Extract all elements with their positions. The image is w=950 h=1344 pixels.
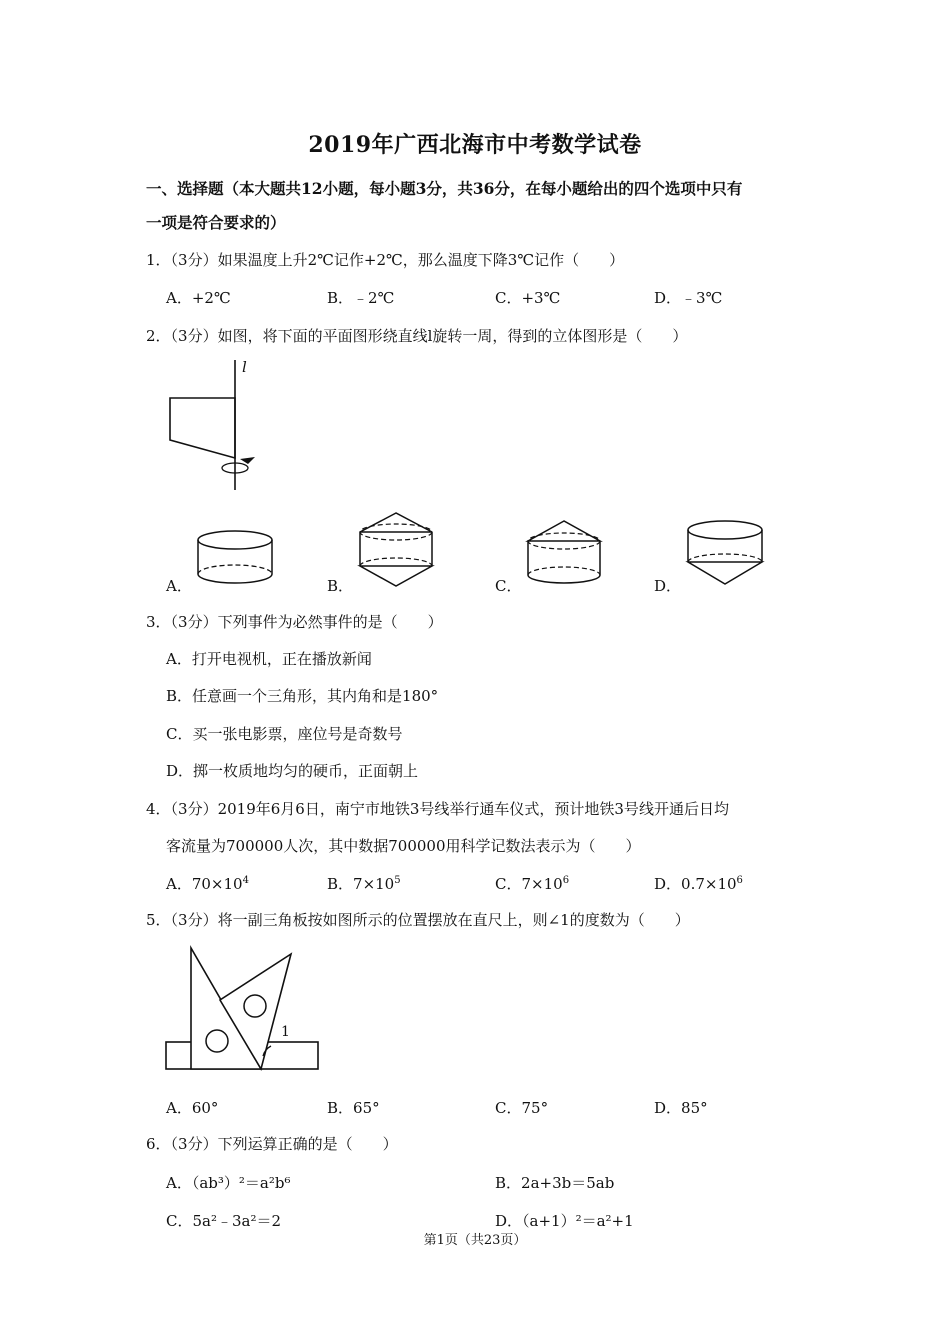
rotation-axis-label: l <box>242 358 247 376</box>
option-label: A． <box>166 875 192 893</box>
option-exponent: 4 <box>242 875 249 886</box>
question-3-option-a: A．打开电视机，正在播放新闻 <box>166 650 372 668</box>
question-1-option-c: C．+3℃ <box>495 289 561 307</box>
question-4-option-b <box>327 873 401 894</box>
option-label: C． <box>495 875 522 893</box>
question-1-option-b: B．﹣2℃ <box>327 289 395 307</box>
question-2-figure <box>160 360 270 495</box>
option-base: 0.7×10 <box>681 875 737 893</box>
question-6-option-c: C．5a²﹣3a²＝2 <box>166 1212 282 1230</box>
question-5-option-d: D．85° <box>654 1099 708 1117</box>
option-base: 70×10 <box>191 875 243 893</box>
question-4-stem-line1: 4．（3分）2019年6月6日，南宁市地铁3号线举行通车仪式，预计地铁3号线开通后日均 <box>146 800 729 818</box>
question-1-stem: 1．（3分）如果温度上升2℃记作+2℃，那么温度下降3℃记作（ ） <box>146 251 625 269</box>
question-4-stem-line2: 客流量为700000人次，其中数据700000用科学记数法表示为（ ） <box>166 837 641 855</box>
question-6-option-a: A．（ab³）²＝a²b⁶ <box>166 1174 291 1192</box>
section-heading-line1: 一、选择题（本大题共12小题，每小题3分，共36分，在每小题给出的四个选项中只有 <box>146 179 743 198</box>
cylinder-on-cone-figure-d <box>686 518 766 588</box>
question-4-option-a <box>166 873 249 894</box>
cone-on-cylinder-figure-c <box>525 517 605 587</box>
option-base: 7×10 <box>353 875 395 893</box>
section-heading-line2: 一项是符合要求的） <box>146 213 286 232</box>
question-1-option-d: D．﹣3℃ <box>654 289 723 307</box>
angle-1-label: 1 <box>281 1024 290 1040</box>
question-3-option-d: D．掷一枚质地均匀的硬币，正面朝上 <box>166 762 419 780</box>
question-5-stem: 5．（3分）将一副三角板按如图所示的位置摆放在直尺上，则∠1的度数为（ ） <box>146 911 690 929</box>
question-2-stem: 2．（3分）如图，将下面的平面图形绕直线l旋转一周，得到的立体图形是（ ） <box>146 327 688 345</box>
question-2-option-a: A． <box>166 577 192 595</box>
option-base: 7×10 <box>521 875 563 893</box>
question-5-option-b: B．65° <box>327 1099 380 1117</box>
question-5-option-a: A．60° <box>166 1099 219 1117</box>
question-3-option-c: C．买一张电影票，座位号是奇数号 <box>166 725 403 743</box>
page-title: 2019年广西北海市中考数学试卷 <box>308 132 642 158</box>
question-2-option-c: C． <box>495 577 522 595</box>
question-4-option-d <box>654 873 743 894</box>
cylinder-figure-a <box>196 528 276 588</box>
question-6-stem: 6．（3分）下列运算正确的是（ ） <box>146 1135 398 1153</box>
cone-cylinder-cone-figure-b <box>357 510 437 590</box>
question-2-option-d: D． <box>654 577 682 595</box>
option-exponent: 6 <box>736 875 743 886</box>
question-5-option-c: C．75° <box>495 1099 549 1117</box>
question-6-option-b: B．2a+3b＝5ab <box>495 1174 615 1192</box>
question-2-option-b: B． <box>327 577 354 595</box>
option-label: D． <box>654 875 682 893</box>
option-label: B． <box>327 875 354 893</box>
question-3-option-b: B．任意画一个三角形，其内角和是180° <box>166 687 439 705</box>
question-1-option-a: A．+2℃ <box>166 289 231 307</box>
question-3-stem: 3．（3分）下列事件为必然事件的是（ ） <box>146 613 443 631</box>
option-exponent: 6 <box>562 875 570 886</box>
page-number-footer: 第1页（共23页） <box>423 1233 527 1248</box>
option-exponent: 5 <box>394 875 401 886</box>
question-4-option-c <box>495 873 569 894</box>
question-5-figure <box>163 944 323 1074</box>
question-6-option-d: D．（a+1）²＝a²+1 <box>495 1212 634 1230</box>
